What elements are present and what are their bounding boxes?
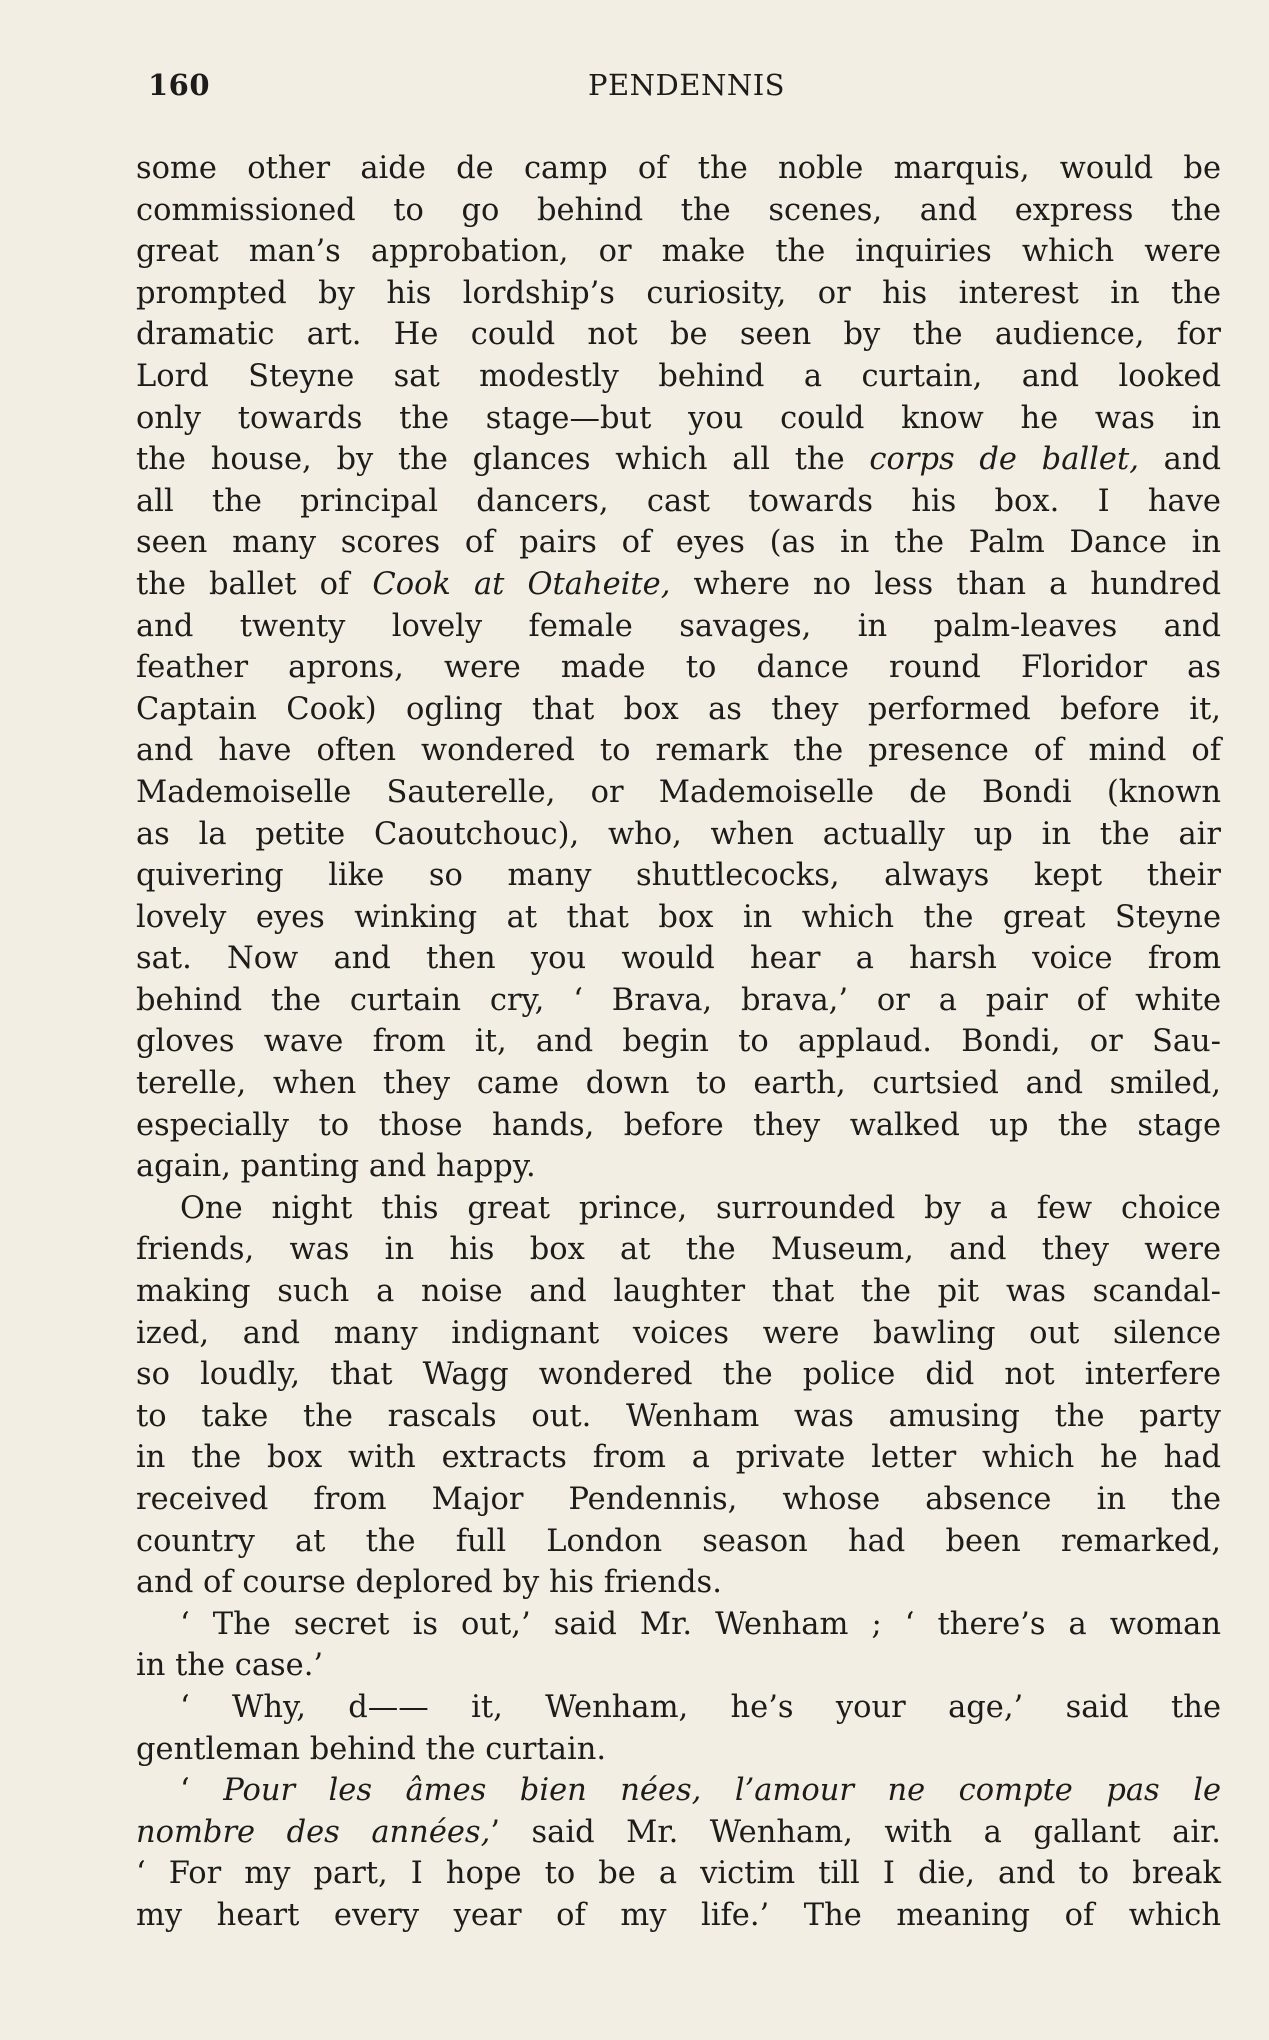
text-line: only towards the stage—but you could know he was in — [136, 400, 1221, 436]
text-line: and of course deplored by his friends. — [136, 1565, 722, 1601]
text-line: ‘ For my part, I hope to be a victim till I die, and to break — [136, 1856, 1221, 1892]
text-line: behind the curtain cry, ‘ Brava, brava,’ or a pair of white — [136, 982, 1221, 1018]
text-line: so loudly, that Wagg wondered the police did not interfere — [136, 1357, 1221, 1393]
text-line: prompted by his lordship’s curiosity, or his interest in the — [136, 275, 1221, 311]
italic-phrase: Cook at Otaheite, — [372, 566, 671, 602]
text-line: especially to those hands, before they walked up the stage — [136, 1107, 1221, 1143]
text-line: country at the full London season had been remarked, — [136, 1523, 1221, 1559]
text-line: Mademoiselle Sauterelle, or Mademoiselle de Bondi (known — [136, 774, 1221, 810]
text-line: terelle, when they came down to earth, curtsied and smiled, — [136, 1066, 1221, 1102]
text-line: seen many scores of pairs of eyes (as in the Palm Dance in — [136, 525, 1221, 561]
italic-phrase: nombre des années, — [136, 1814, 491, 1850]
text-line: in the case.’ — [136, 1648, 324, 1684]
text-line: making such a noise and laughter that the pit was scandal- — [136, 1274, 1221, 1310]
body-text — [136, 148, 1221, 1937]
text-line: my heart every year of my life.’ The meaning of which — [136, 1897, 1221, 1933]
text-line: to take the rascals out. Wenham was amusing the party — [136, 1398, 1221, 1434]
text-line: gloves wave from it, and begin to applaud. Bondi, or Sau- — [136, 1024, 1221, 1060]
text-line: ‘ Why, d—— it, Wenham, he’s your age,’ said the — [180, 1689, 1221, 1725]
running-title: PENDENNIS — [588, 68, 786, 102]
text-line: gentleman behind the curtain. — [136, 1731, 607, 1767]
text-line: all the principal dancers, cast towards his box. I have — [136, 483, 1221, 519]
text-line: friends, was in his box at the Museum, and they were — [136, 1232, 1221, 1268]
text-line: received from Major Pendennis, whose absence in the — [136, 1482, 1221, 1517]
text-line: and have often wondered to remark the presence of mind of — [136, 733, 1221, 769]
italic-phrase: Pour les âmes bien nées, l’amour ne compte pas le — [223, 1773, 1221, 1809]
text-line: in the box with extracts from a private letter which he had — [136, 1440, 1221, 1476]
text-line: ized, and many indignant voices were bawling out silence — [136, 1315, 1221, 1351]
text-line: Captain Cook) ogling that box as they performed before it, — [136, 691, 1221, 727]
text-line: as la petite Caoutchouc), who, when actually up in the air — [136, 816, 1221, 852]
text-line: some other aide de camp of the noble marquis, would be — [136, 151, 1221, 186]
text-line: lovely eyes winking at that box in which the great Steyne — [136, 899, 1221, 935]
text-line: the house, by the glances which all the corps de ballet, and — [136, 442, 1222, 478]
text-line: feather aprons, were made to dance round Floridor as — [136, 650, 1221, 686]
text-line: ‘ Pour les âmes bien nées, l’amour ne compte pas le — [180, 1773, 1221, 1809]
text-line: Lord Steyne sat modestly behind a curtain, and looked — [136, 358, 1221, 394]
text-line: the ballet of Cook at Otaheite, where no less than a hundred — [136, 566, 1221, 602]
text-line: again, panting and happy. — [136, 1149, 536, 1185]
page-number: 160 — [148, 68, 211, 102]
text-line: great man’s approbation, or make the inquiries which were — [136, 234, 1221, 270]
text-line: commissioned to go behind the scenes, and express the — [136, 192, 1221, 228]
text-line: quivering like so many shuttlecocks, always kept their — [136, 858, 1221, 894]
running-header — [148, 68, 1218, 112]
text-line: and twenty lovely female savages, in palm-leaves and — [136, 608, 1221, 644]
text-line: One night this great prince, surrounded by a few choice — [180, 1190, 1221, 1226]
text-line: nombre des années,’ said Mr. Wenham, with a gallant air. — [136, 1814, 1222, 1850]
italic-phrase: corps de ballet, — [869, 442, 1139, 478]
text-line: dramatic art. He could not be seen by the audience, for — [136, 317, 1221, 353]
text-line: sat. Now and then you would hear a harsh voice from — [136, 941, 1221, 977]
text-line: ‘ The secret is out,’ said Mr. Wenham ; ‘ there’s a woman — [180, 1606, 1221, 1642]
